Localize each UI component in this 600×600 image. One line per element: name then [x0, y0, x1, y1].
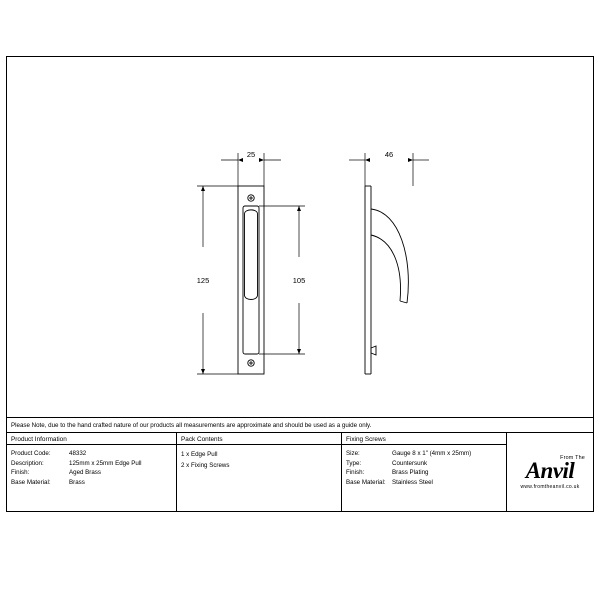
measurement-note: Please Note, due to the hand crafted nature of our products all measurements are approximate and should be used as a guide only. [7, 417, 593, 433]
logo-main-text: Anvil [525, 457, 575, 483]
base-material-value: Brass [69, 478, 85, 486]
logo-url-text: www.fromtheanvil.co.uk [520, 483, 580, 490]
drawing-sheet [6, 56, 594, 512]
list-item: 2 x Fixing Screws [181, 461, 230, 469]
logo-column [507, 433, 593, 511]
pack-contents-column [177, 433, 342, 511]
description-value: 125mm x 25mm Edge Pull [69, 459, 142, 467]
dim-105-label: 105 [292, 276, 306, 285]
info-table [7, 433, 593, 511]
table-row [11, 478, 176, 488]
logo-top-text: From The [560, 454, 585, 461]
brand-logo [507, 433, 593, 511]
table-row [346, 478, 506, 488]
finish-key: Finish: [11, 469, 30, 476]
dim-25-label: 25 [246, 150, 256, 159]
table-row [11, 468, 176, 478]
side-view [365, 186, 408, 374]
product-code-key: Product Code: [11, 450, 51, 457]
fixing-screws-header: Fixing Screws [342, 433, 506, 445]
finish-value: Aged Brass [69, 469, 101, 476]
technical-drawing [7, 57, 593, 417]
table-row [346, 449, 506, 459]
list-item: 1 x Edge Pull [181, 451, 218, 458]
front-view [238, 186, 264, 374]
fixing-screws-column [342, 433, 507, 511]
product-information-list [7, 445, 176, 487]
product-code-value: 48332 [69, 450, 87, 457]
dim-46-label: 46 [384, 150, 394, 159]
table-row [11, 449, 176, 459]
screw-size-value: Gauge 8 x 1" (4mm x 25mm) [392, 450, 472, 457]
product-information-header: Product Information [7, 433, 176, 445]
screw-type-key: Type: [346, 459, 362, 467]
pack-contents-header: Pack Contents [177, 433, 341, 445]
drawing-svg [7, 57, 593, 417]
screw-base-material-key: Base Material: [346, 478, 386, 486]
description-key: Description: [11, 459, 44, 467]
screw-finish-value: Brass Plating [392, 469, 429, 476]
table-row [11, 459, 176, 469]
table-row [346, 468, 506, 478]
screw-size-key: Size: [346, 450, 360, 457]
screw-finish-key: Finish: [346, 469, 365, 476]
product-information-column [7, 433, 177, 511]
pack-contents-list [177, 445, 341, 471]
table-row [346, 459, 506, 469]
screw-type-value: Countersunk [392, 459, 428, 467]
base-material-key: Base Material: [11, 478, 51, 486]
dim-125-label: 125 [196, 276, 210, 285]
screw-base-material-value: Stainless Steel [392, 478, 433, 486]
fixing-screws-list [342, 445, 506, 487]
